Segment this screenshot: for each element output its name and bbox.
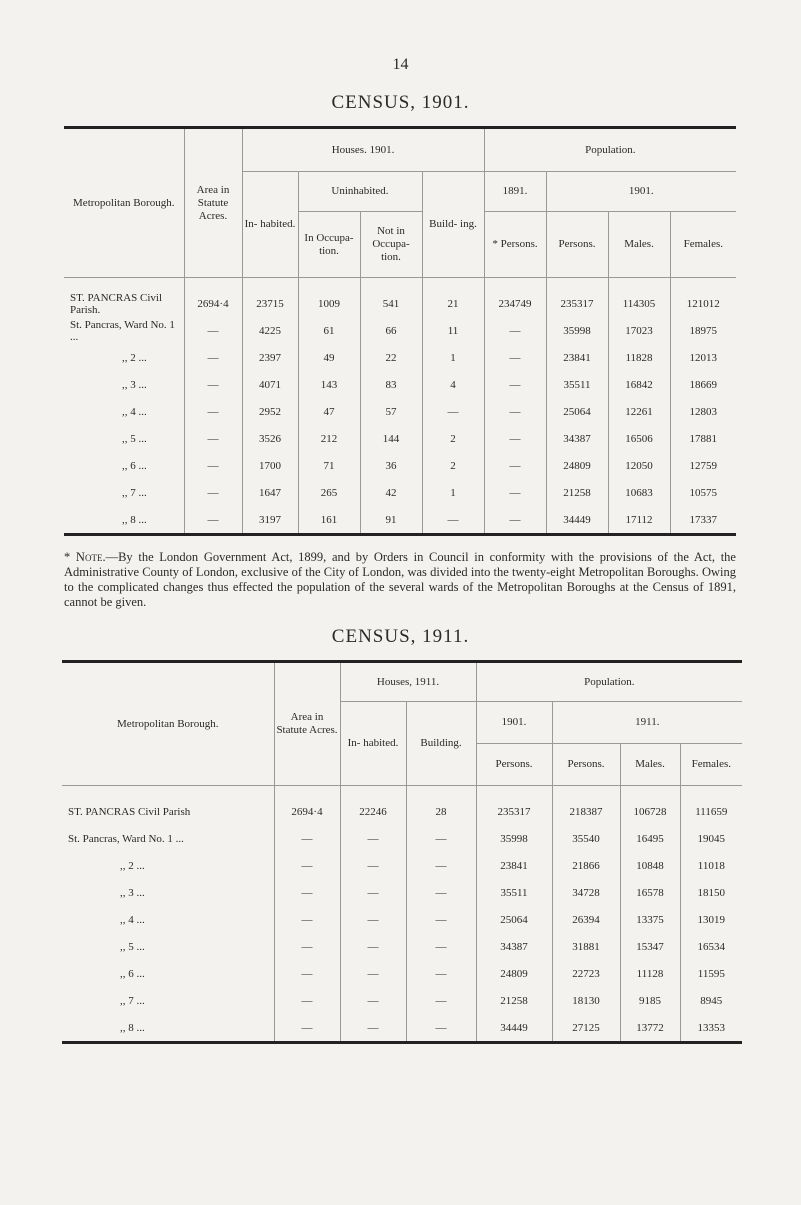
header-persons-1911: Persons. <box>552 744 620 786</box>
c1911-cell-building: — <box>406 1014 476 1043</box>
c1901-cell-persons: 35998 <box>546 317 608 344</box>
c1911-cell-label: St. Pancras, Ward No. 1 ... <box>62 825 274 852</box>
census-1901-title: CENSUS, 1901. <box>331 92 470 113</box>
c1901-cell-persons: 25064 <box>546 398 608 425</box>
c1901-cell-females: 18669 <box>670 371 736 398</box>
census-1911-title: CENSUS, 1911. <box>331 626 470 647</box>
c1901-cell-area: — <box>184 317 242 344</box>
header-in-occupation: In Occupa- tion. <box>298 212 360 278</box>
c1911-cell-persons: 18130 <box>552 987 620 1014</box>
c1901-cell-not_occ: 36 <box>360 452 422 479</box>
c1901-cell-males: 17023 <box>608 317 670 344</box>
c1911-cell-inhabited: — <box>340 960 406 987</box>
c1911-cell-p1901: 21258 <box>476 987 552 1014</box>
footnote-lead: * Note. <box>64 550 106 564</box>
c1911-cell-inhabited: — <box>340 852 406 879</box>
c1911-cell-p1901: 34449 <box>476 1014 552 1043</box>
c1911-cell-inhabited: 22246 <box>340 786 406 826</box>
table-row <box>62 1014 742 1043</box>
c1911-cell-persons: 31881 <box>552 933 620 960</box>
c1901-cell-area: — <box>184 398 242 425</box>
c1911-cell-area: — <box>274 906 340 933</box>
table-row <box>64 398 736 425</box>
c1911-cell-inhabited: — <box>340 825 406 852</box>
c1911-cell-area: — <box>274 933 340 960</box>
c1901-cell-not_occ: 66 <box>360 317 422 344</box>
c1901-cell-females: 18975 <box>670 317 736 344</box>
page-number: 14 <box>392 56 409 73</box>
c1901-cell-inhabited: 3526 <box>242 425 298 452</box>
c1911-cell-area: 2694·4 <box>274 786 340 826</box>
c1901-cell-males: 16506 <box>608 425 670 452</box>
c1901-cell-inhabited: 2952 <box>242 398 298 425</box>
header-houses-1911: Houses, 1911. <box>340 662 476 702</box>
table-row <box>64 371 736 398</box>
c1901-cell-building: 1 <box>422 344 484 371</box>
header-males: Males. <box>608 212 670 278</box>
c1901-cell-in_occ: 47 <box>298 398 360 425</box>
header-area-1911: Area in Statute Acres. <box>274 662 340 786</box>
c1911-cell-males: 13375 <box>620 906 680 933</box>
c1911-cell-area: — <box>274 825 340 852</box>
c1911-cell-label: ST. PANCRAS Civil Parish <box>62 786 274 826</box>
c1901-cell-not_occ: 144 <box>360 425 422 452</box>
c1901-cell-females: 121012 <box>670 278 736 318</box>
c1911-cell-label: ,, 5 ... <box>62 933 274 960</box>
header-males-1911: Males. <box>620 744 680 786</box>
c1901-cell-p1891: — <box>484 506 546 535</box>
c1901-cell-building: 1 <box>422 479 484 506</box>
census-1911-table <box>62 660 742 1044</box>
c1911-cell-p1901: 35998 <box>476 825 552 852</box>
c1911-cell-inhabited: — <box>340 933 406 960</box>
c1911-cell-label: ,, 6 ... <box>62 960 274 987</box>
c1901-cell-in_occ: 212 <box>298 425 360 452</box>
c1901-cell-females: 17881 <box>670 425 736 452</box>
header-year-1911: 1911. <box>552 702 742 744</box>
c1911-cell-persons: 35540 <box>552 825 620 852</box>
header-borough: Metropolitan Borough. <box>64 128 184 278</box>
c1901-cell-area: — <box>184 344 242 371</box>
table-row <box>62 906 742 933</box>
c1901-cell-males: 16842 <box>608 371 670 398</box>
c1911-cell-persons: 27125 <box>552 1014 620 1043</box>
c1911-cell-inhabited: — <box>340 906 406 933</box>
header-inhabited-1911: In- habited. <box>340 702 406 786</box>
c1901-cell-building: 4 <box>422 371 484 398</box>
c1901-cell-persons: 23841 <box>546 344 608 371</box>
header-year-1891: 1891. <box>484 172 546 212</box>
table-row <box>62 987 742 1014</box>
header-not-in-occupation: Not in Occupa- tion. <box>360 212 422 278</box>
c1901-cell-building: 11 <box>422 317 484 344</box>
c1911-cell-label: ,, 3 ... <box>62 879 274 906</box>
c1901-cell-not_occ: 57 <box>360 398 422 425</box>
c1901-cell-inhabited: 23715 <box>242 278 298 318</box>
c1901-cell-persons: 21258 <box>546 479 608 506</box>
table-row <box>62 879 742 906</box>
table-row <box>64 452 736 479</box>
c1911-cell-area: — <box>274 1014 340 1043</box>
c1901-cell-p1891: — <box>484 344 546 371</box>
header-persons-1891: * Persons. <box>484 212 546 278</box>
c1901-cell-p1891: — <box>484 398 546 425</box>
header-building: Build- ing. <box>422 172 484 278</box>
c1901-cell-label: ,, 2 ... <box>64 344 184 371</box>
c1901-cell-persons: 235317 <box>546 278 608 318</box>
c1911-cell-males: 11128 <box>620 960 680 987</box>
c1901-cell-females: 17337 <box>670 506 736 535</box>
c1901-cell-persons: 35511 <box>546 371 608 398</box>
c1901-cell-label: ,, 8 ... <box>64 506 184 535</box>
table-row <box>62 825 742 852</box>
c1901-cell-persons: 34387 <box>546 425 608 452</box>
c1911-cell-label: ,, 4 ... <box>62 906 274 933</box>
c1911-cell-label: ,, 8 ... <box>62 1014 274 1043</box>
table-row <box>64 506 736 535</box>
c1911-cell-males: 9185 <box>620 987 680 1014</box>
c1911-cell-area: — <box>274 987 340 1014</box>
c1901-cell-p1891: 234749 <box>484 278 546 318</box>
c1901-cell-label: ,, 5 ... <box>64 425 184 452</box>
c1901-cell-in_occ: 265 <box>298 479 360 506</box>
header-building-1911: Building. <box>406 702 476 786</box>
c1901-cell-area: 2694·4 <box>184 278 242 318</box>
header-area: Area in Statute Acres. <box>184 128 242 278</box>
c1901-cell-in_occ: 1009 <box>298 278 360 318</box>
c1901-cell-males: 17112 <box>608 506 670 535</box>
c1911-cell-p1901: 24809 <box>476 960 552 987</box>
c1901-cell-not_occ: 42 <box>360 479 422 506</box>
header-houses: Houses. 1901. <box>242 128 484 172</box>
header-year-1901-b: 1901. <box>476 702 552 744</box>
c1911-cell-building: — <box>406 825 476 852</box>
c1901-cell-not_occ: 91 <box>360 506 422 535</box>
c1901-cell-inhabited: 1700 <box>242 452 298 479</box>
c1911-cell-building: — <box>406 879 476 906</box>
c1911-cell-building: 28 <box>406 786 476 826</box>
c1911-cell-females: 13353 <box>680 1014 742 1043</box>
c1901-cell-males: 114305 <box>608 278 670 318</box>
header-population-1911: Population. <box>476 662 742 702</box>
c1901-cell-label: ST. PANCRAS Civil Parish. <box>64 278 184 318</box>
c1911-cell-males: 13772 <box>620 1014 680 1043</box>
c1901-cell-inhabited: 2397 <box>242 344 298 371</box>
c1911-cell-inhabited: — <box>340 987 406 1014</box>
c1911-cell-females: 8945 <box>680 987 742 1014</box>
c1911-cell-persons: 22723 <box>552 960 620 987</box>
header-borough-1911: Metropolitan Borough. <box>62 662 274 786</box>
c1911-cell-males: 15347 <box>620 933 680 960</box>
c1911-cell-label: ,, 7 ... <box>62 987 274 1014</box>
header-females: Females. <box>670 212 736 278</box>
census-1901-table <box>64 126 736 536</box>
table-row <box>64 344 736 371</box>
c1901-cell-label: ,, 7 ... <box>64 479 184 506</box>
c1901-cell-area: — <box>184 452 242 479</box>
c1901-cell-area: — <box>184 479 242 506</box>
c1911-cell-area: — <box>274 852 340 879</box>
header-females-1911: Females. <box>680 744 742 786</box>
c1901-cell-females: 10575 <box>670 479 736 506</box>
table-row <box>62 852 742 879</box>
c1911-cell-p1901: 235317 <box>476 786 552 826</box>
header-uninhabited: Uninhabited. <box>298 172 422 212</box>
c1901-cell-males: 12050 <box>608 452 670 479</box>
c1901-cell-area: — <box>184 506 242 535</box>
c1901-cell-in_occ: 143 <box>298 371 360 398</box>
c1911-cell-persons: 26394 <box>552 906 620 933</box>
c1901-cell-label: St. Pancras, Ward No. 1 ... <box>64 317 184 344</box>
c1911-cell-p1901: 35511 <box>476 879 552 906</box>
c1911-cell-females: 111659 <box>680 786 742 826</box>
c1901-cell-p1891: — <box>484 479 546 506</box>
c1911-cell-females: 19045 <box>680 825 742 852</box>
c1901-cell-females: 12803 <box>670 398 736 425</box>
c1901-cell-persons: 24809 <box>546 452 608 479</box>
c1901-cell-area: — <box>184 425 242 452</box>
c1911-cell-persons: 34728 <box>552 879 620 906</box>
c1901-cell-in_occ: 71 <box>298 452 360 479</box>
c1901-cell-inhabited: 4071 <box>242 371 298 398</box>
c1901-cell-p1891: — <box>484 452 546 479</box>
c1901-cell-in_occ: 49 <box>298 344 360 371</box>
c1901-cell-inhabited: 1647 <box>242 479 298 506</box>
c1911-cell-females: 13019 <box>680 906 742 933</box>
c1901-cell-in_occ: 61 <box>298 317 360 344</box>
c1901-cell-label: ,, 3 ... <box>64 371 184 398</box>
c1901-cell-p1891: — <box>484 425 546 452</box>
table-row <box>64 425 736 452</box>
table-row <box>62 933 742 960</box>
c1901-cell-p1891: — <box>484 371 546 398</box>
table-row <box>62 786 742 826</box>
c1901-cell-males: 11828 <box>608 344 670 371</box>
c1911-cell-females: 18150 <box>680 879 742 906</box>
footnote <box>64 550 736 610</box>
c1911-cell-p1901: 34387 <box>476 933 552 960</box>
table-row <box>64 278 736 318</box>
c1911-cell-p1901: 23841 <box>476 852 552 879</box>
c1901-cell-p1891: — <box>484 317 546 344</box>
c1901-cell-persons: 34449 <box>546 506 608 535</box>
c1911-cell-building: — <box>406 852 476 879</box>
table-row <box>62 960 742 987</box>
c1911-cell-persons: 218387 <box>552 786 620 826</box>
c1911-cell-inhabited: — <box>340 1014 406 1043</box>
c1901-cell-males: 12261 <box>608 398 670 425</box>
table-row <box>64 317 736 344</box>
c1911-cell-area: — <box>274 960 340 987</box>
c1911-cell-building: — <box>406 987 476 1014</box>
c1901-cell-not_occ: 541 <box>360 278 422 318</box>
table-row <box>64 479 736 506</box>
c1911-cell-females: 11595 <box>680 960 742 987</box>
c1901-cell-males: 10683 <box>608 479 670 506</box>
header-year-1901: 1901. <box>546 172 736 212</box>
c1911-cell-persons: 21866 <box>552 852 620 879</box>
c1901-cell-inhabited: 4225 <box>242 317 298 344</box>
c1901-cell-building: 2 <box>422 452 484 479</box>
header-persons-1901: Persons. <box>476 744 552 786</box>
c1911-cell-males: 106728 <box>620 786 680 826</box>
c1911-cell-building: — <box>406 906 476 933</box>
c1901-cell-not_occ: 22 <box>360 344 422 371</box>
footnote-text: —By the London Government Act, 1899, and by Orders in Council in conformity with the provisions of the Act, the Administrative County of London, exclusive of the City of London, was divided into the twenty-eight Metropolitan Boroughs. Owing to the complicated changes thus effected the population of the several wards of the Metropolitan Boroughs at the Census of 1891, cannot be given. <box>64 550 736 609</box>
c1901-cell-in_occ: 161 <box>298 506 360 535</box>
c1901-cell-building: — <box>422 398 484 425</box>
c1901-cell-females: 12013 <box>670 344 736 371</box>
c1901-cell-building: 21 <box>422 278 484 318</box>
c1911-cell-area: — <box>274 879 340 906</box>
c1901-cell-area: — <box>184 371 242 398</box>
c1911-cell-males: 16495 <box>620 825 680 852</box>
c1901-cell-not_occ: 83 <box>360 371 422 398</box>
c1911-cell-males: 10848 <box>620 852 680 879</box>
c1911-cell-females: 16534 <box>680 933 742 960</box>
header-persons: Persons. <box>546 212 608 278</box>
header-population: Population. <box>484 128 736 172</box>
c1911-cell-males: 16578 <box>620 879 680 906</box>
c1901-cell-label: ,, 4 ... <box>64 398 184 425</box>
c1911-cell-building: — <box>406 960 476 987</box>
c1911-cell-p1901: 25064 <box>476 906 552 933</box>
c1901-cell-females: 12759 <box>670 452 736 479</box>
c1911-cell-label: ,, 2 ... <box>62 852 274 879</box>
c1901-cell-building: 2 <box>422 425 484 452</box>
c1901-cell-label: ,, 6 ... <box>64 452 184 479</box>
c1911-cell-inhabited: — <box>340 879 406 906</box>
c1901-cell-building: — <box>422 506 484 535</box>
c1911-cell-females: 11018 <box>680 852 742 879</box>
header-inhabited: In- habited. <box>242 172 298 278</box>
c1911-cell-building: — <box>406 933 476 960</box>
c1901-cell-inhabited: 3197 <box>242 506 298 535</box>
